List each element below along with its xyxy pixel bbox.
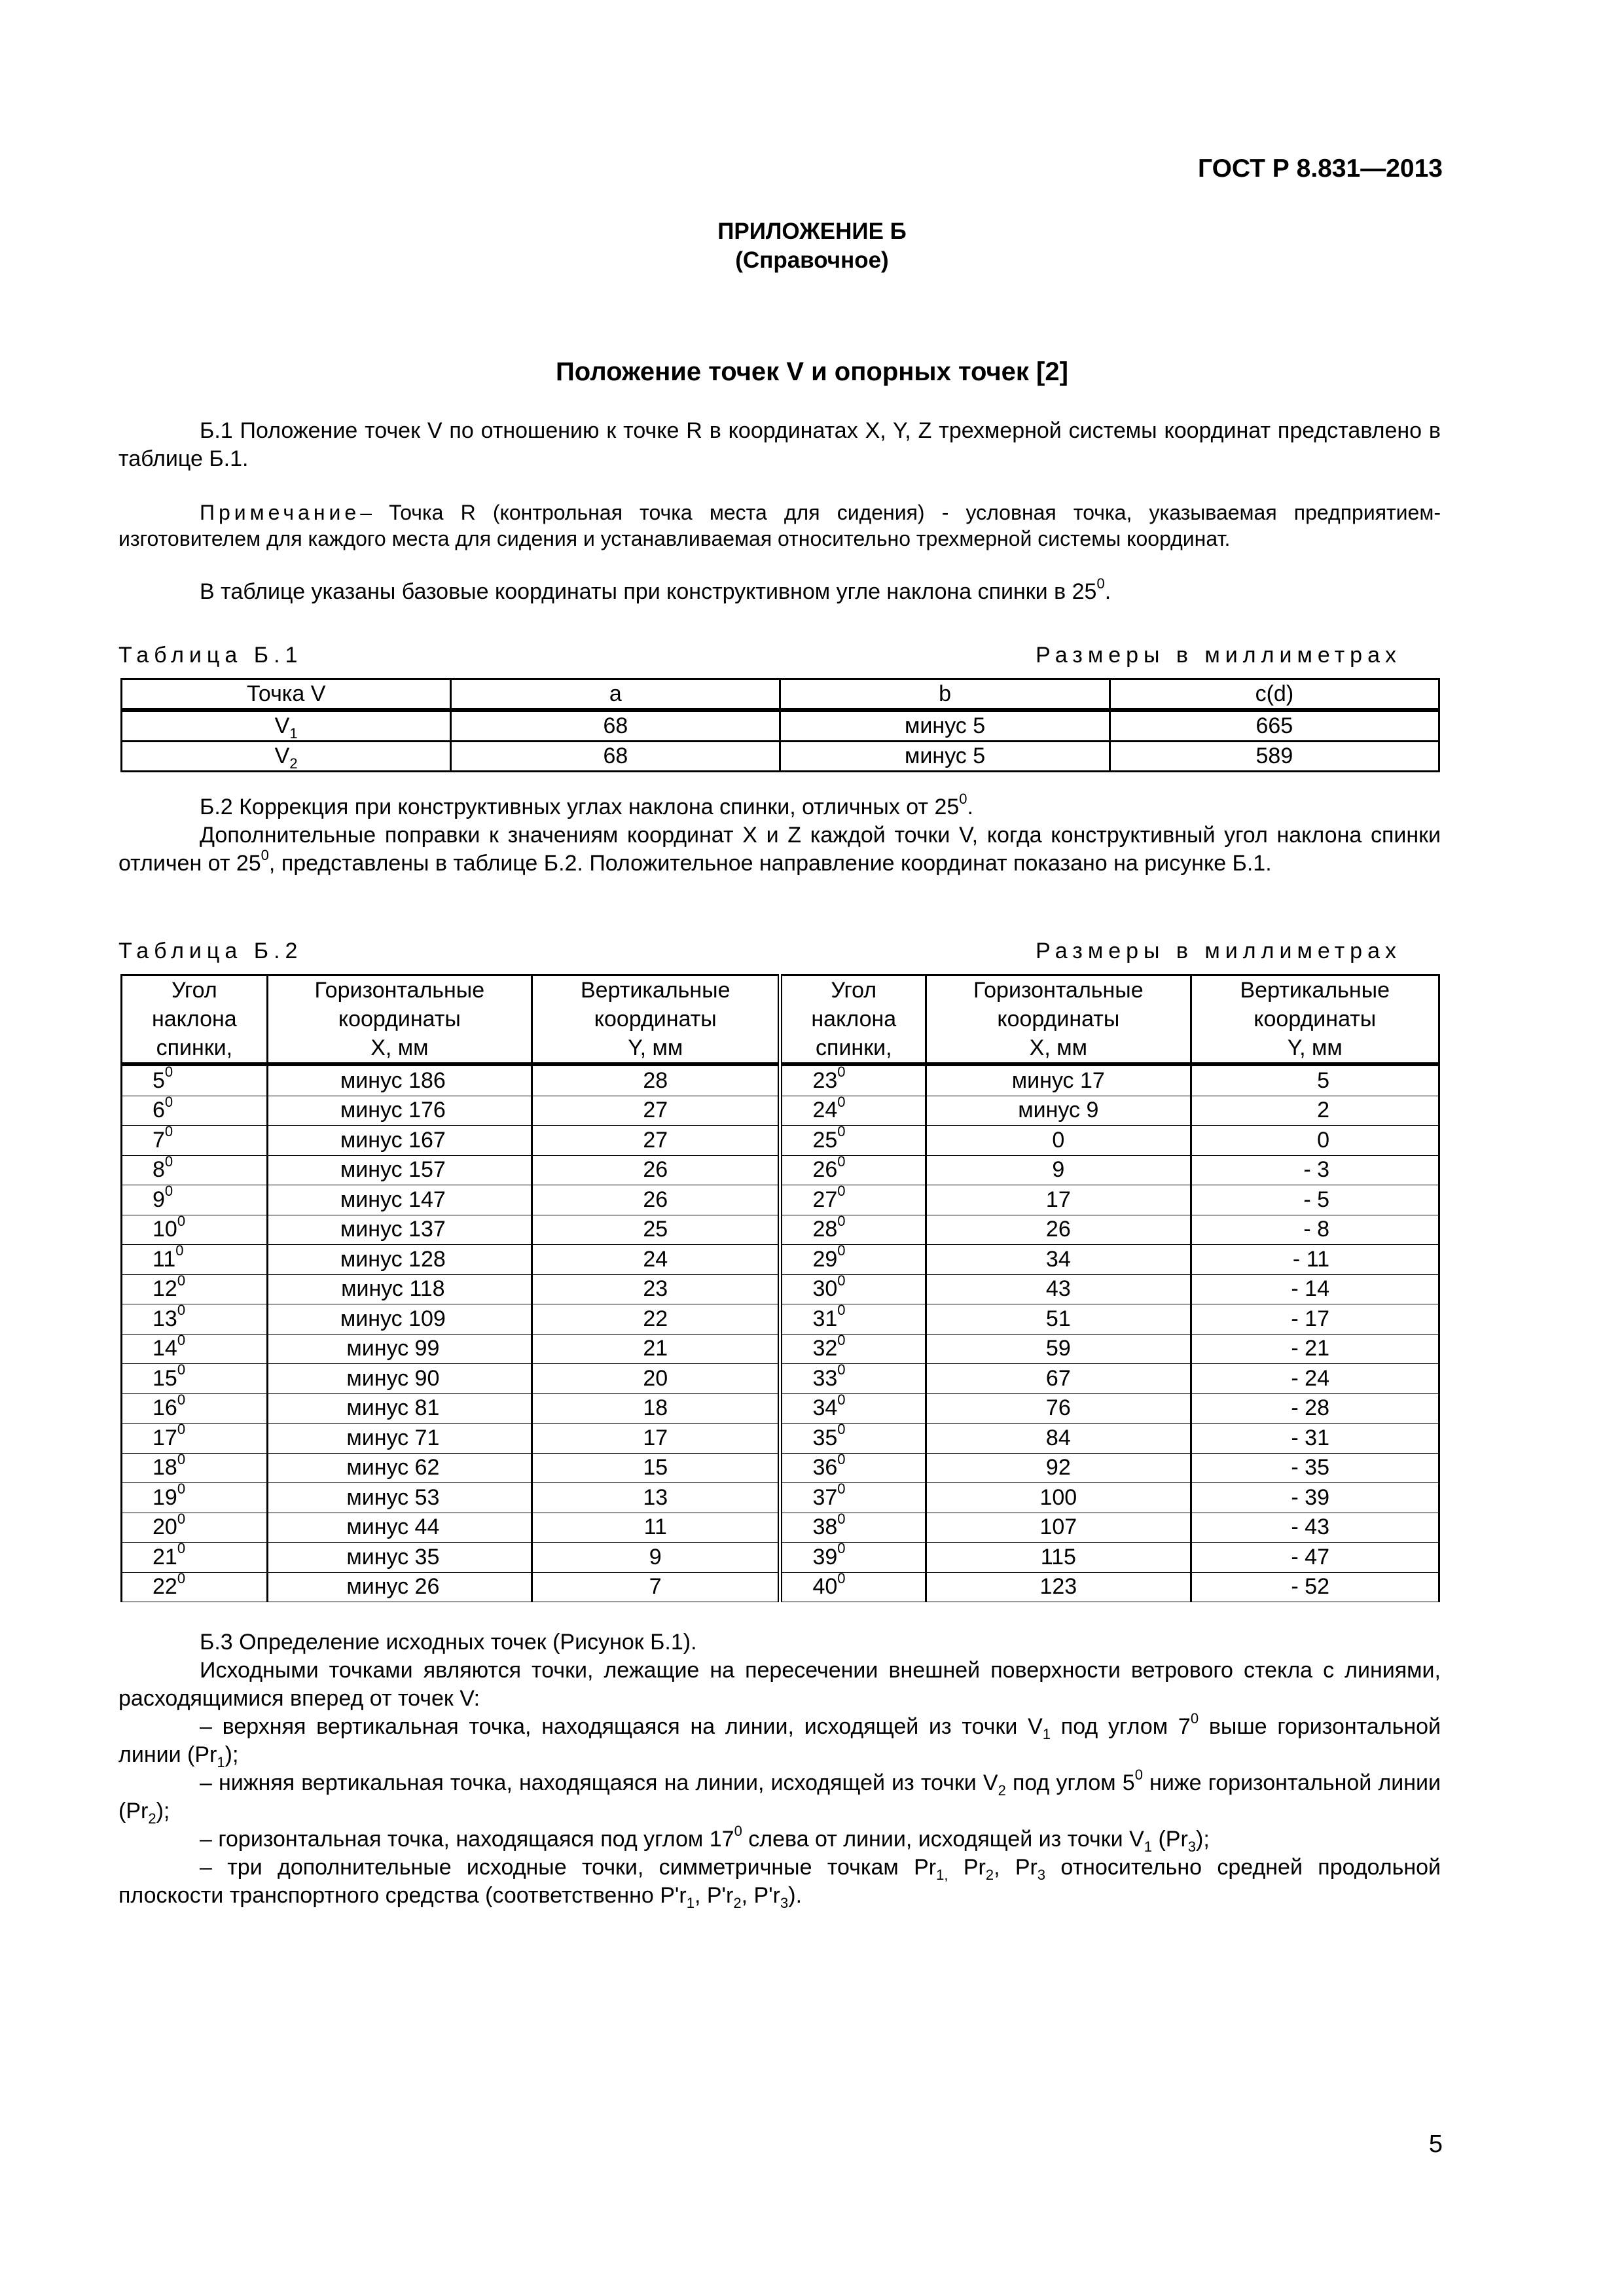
paragraph-b2-line2b: , представлены в таблице Б.2. Положительное направление координат показано на рисунке Б.1. <box>268 851 1272 876</box>
table2-cell: - 17 <box>1191 1304 1439 1335</box>
table2-cell: 2 <box>1191 1096 1439 1126</box>
table2-cell: 5 <box>1191 1064 1439 1096</box>
table1-cell: минус 5 <box>780 742 1110 772</box>
table-row <box>122 1304 1439 1335</box>
table2-cell: $40^0$ <box>780 1572 926 1602</box>
table2-cell: $17^0$ <box>122 1424 268 1454</box>
table2-cell: 15 <box>532 1453 780 1483</box>
table-row <box>122 1334 1439 1364</box>
table2-cell: $27^0$ <box>780 1185 926 1215</box>
table2-cell: - 21 <box>1191 1334 1439 1364</box>
table1-caption-row <box>118 643 1401 668</box>
table1-header-row <box>122 679 1439 711</box>
table2-cell: $33^0$ <box>780 1364 926 1394</box>
table2-cell: 24 <box>532 1245 780 1275</box>
table2-units: Размеры в миллиметрах <box>1036 939 1401 963</box>
table2-cell: 11 <box>532 1513 780 1543</box>
table-row <box>122 1513 1439 1543</box>
table2-cell: 67 <box>926 1364 1191 1394</box>
table2-cell: минус 176 <box>267 1096 532 1126</box>
table2-cell: минус 186 <box>267 1064 532 1096</box>
table2-cell: 84 <box>926 1424 1191 1454</box>
table-row <box>122 1185 1439 1215</box>
table-row <box>122 1483 1439 1513</box>
table1-caption: Таблица Б.1 <box>118 643 303 668</box>
table2-cell: - 35 <box>1191 1453 1439 1483</box>
table2-cell: 21 <box>532 1334 780 1364</box>
table2-cell: 107 <box>926 1513 1191 1543</box>
table2-cell: 123 <box>926 1572 1191 1602</box>
table2-cell: $16^0$ <box>122 1393 268 1424</box>
table2-cell: 13 <box>532 1483 780 1513</box>
table2-cell: минус 62 <box>267 1453 532 1483</box>
table2-cell: $12^0$ <box>122 1274 268 1304</box>
table2-cell: 0 <box>1191 1126 1439 1156</box>
table2-cell: - 39 <box>1191 1483 1439 1513</box>
table2-cell: минус 9 <box>926 1096 1191 1126</box>
table2-cell: 27 <box>532 1096 780 1126</box>
degree-sup: 0 <box>261 846 269 863</box>
table2-cell: 9 <box>926 1155 1191 1185</box>
table2-cell: $21^0$ <box>122 1543 268 1573</box>
table1-cell: 68 <box>451 710 780 742</box>
table2-cell: $18^0$ <box>122 1453 268 1483</box>
table2-cell: $32^0$ <box>780 1334 926 1364</box>
list-item: – три дополнительные исходные точки, симметричные точкам $Pr_{1,}$ $Pr_2$, $Pr_3$ относительно средней продольной плоскости транспортного средства (соответственно $P'r_1$, $P'r_2$, $P'r_3$). <box>118 1855 1441 1911</box>
table1-cell: 589 <box>1110 742 1439 772</box>
header-y: Вертикальные координаты Y, мм <box>532 975 780 1065</box>
table2-cell: - 11 <box>1191 1245 1439 1275</box>
appendix-title: ПРИЛОЖЕНИЕ Б <box>717 219 907 244</box>
header-angle: Угол наклона спинки, <box>122 975 268 1065</box>
table1-header-cell: b <box>780 679 1110 711</box>
table1-units: Размеры в миллиметрах <box>1036 643 1401 668</box>
table-row <box>122 1215 1439 1245</box>
table2-cell: - 31 <box>1191 1424 1439 1454</box>
page-number: 5 <box>1428 2130 1443 2158</box>
degree-sup: 0 <box>1096 575 1105 592</box>
table2-cell: $35^0$ <box>780 1424 926 1454</box>
degree-sup: 0 <box>959 790 967 807</box>
list-item: – верхняя вертикальная точка, находящаяся на линии, исходящей из точки $V_1$ под углом $7^0$ выше горизонтальной линии $(Pr_1)$; <box>118 1710 1441 1770</box>
table2-cell: минус 157 <box>267 1155 532 1185</box>
table-row <box>122 1393 1439 1424</box>
table2-cell: - 43 <box>1191 1513 1439 1543</box>
table2-cell: $20^0$ <box>122 1513 268 1543</box>
section-title: Положение точек V и опорных точек [2] <box>556 357 1068 386</box>
table2-cell: минус 147 <box>267 1185 532 1215</box>
table1-cell: 665 <box>1110 710 1439 742</box>
table2-cell: $39^0$ <box>780 1543 926 1573</box>
header-y: Вертикальные координаты Y, мм <box>1191 975 1439 1065</box>
header-angle: Угол наклона спинки, <box>780 975 926 1065</box>
base-coords-text: В таблице указаны базовые координаты при конструктивном угле наклона спинки в 25 <box>200 579 1097 604</box>
table2-cell: 34 <box>926 1245 1191 1275</box>
table2-cell: $11^0$ <box>122 1245 268 1275</box>
table2-cell: минус 26 <box>267 1572 532 1602</box>
table2-cell: минус 44 <box>267 1513 532 1543</box>
appendix-heading <box>0 217 1624 275</box>
table2-cell: - 3 <box>1191 1155 1439 1185</box>
table-row <box>122 1424 1439 1454</box>
table2-cell: 27 <box>532 1126 780 1156</box>
table2-cell: - 28 <box>1191 1393 1439 1424</box>
table2-cell: 9 <box>532 1543 780 1573</box>
table2-cell: 26 <box>532 1185 780 1215</box>
table1-cell: $V_1$ <box>122 710 451 742</box>
table1-header-cell: Точка V <box>122 679 451 711</box>
table2-cell: $29^0$ <box>780 1245 926 1275</box>
table-row <box>122 1155 1439 1185</box>
table2-caption-row <box>118 939 1401 964</box>
table2-cell: $38^0$ <box>780 1513 926 1543</box>
table2-cell: 59 <box>926 1334 1191 1364</box>
table2-cell: 26 <box>926 1215 1191 1245</box>
note-label: Примечание <box>200 501 361 524</box>
table2-cell: $8^0$ <box>122 1155 268 1185</box>
table1-cell: $V_2$ <box>122 742 451 772</box>
table2-cell: 26 <box>532 1155 780 1185</box>
base-coords-paragraph <box>118 575 1441 606</box>
table2-cell: $22^0$ <box>122 1572 268 1602</box>
table1-cell: минус 5 <box>780 710 1110 742</box>
table-row <box>122 1274 1439 1304</box>
table2-cell: 25 <box>532 1215 780 1245</box>
table-row <box>122 1126 1439 1156</box>
table-b1 <box>120 678 1440 772</box>
table2-cell: $23^0$ <box>780 1064 926 1096</box>
table2-cell: 0 <box>926 1126 1191 1156</box>
table2-cell: 76 <box>926 1393 1191 1424</box>
table2-cell: 20 <box>532 1364 780 1394</box>
paragraph-b2-line1: Б.2 Коррекция при конструктивных углах наклона спинки, отличных от 25 <box>200 795 960 819</box>
table1-header-cell: c(d) <box>1110 679 1439 711</box>
table2-cell: 18 <box>532 1393 780 1424</box>
paragraph-b2 <box>118 790 1441 878</box>
table-row <box>122 742 1439 772</box>
table-row <box>122 1245 1439 1275</box>
appendix-subtitle: (Справочное) <box>735 247 889 273</box>
table2-cell: минус 109 <box>267 1304 532 1335</box>
table1-header-cell: a <box>451 679 780 711</box>
table2-cell: минус 99 <box>267 1334 532 1364</box>
table2-cell: $15^0$ <box>122 1364 268 1394</box>
table2-cell: минус 17 <box>926 1064 1191 1096</box>
table2-cell: $31^0$ <box>780 1304 926 1335</box>
table2-cell: 100 <box>926 1483 1191 1513</box>
header-x: Горизонтальные координаты X, мм <box>267 975 532 1065</box>
table2-cell: 17 <box>532 1424 780 1454</box>
table2-cell: 17 <box>926 1185 1191 1215</box>
table2-cell: $9^0$ <box>122 1185 268 1215</box>
table2-cell: минус 53 <box>267 1483 532 1513</box>
table-row <box>122 1543 1439 1573</box>
table2-cell: минус 167 <box>267 1126 532 1156</box>
table2-cell: $13^0$ <box>122 1304 268 1335</box>
table2-cell: минус 137 <box>267 1215 532 1245</box>
table2-cell: - 14 <box>1191 1274 1439 1304</box>
base-coords-end: . <box>1104 579 1111 604</box>
table2-cell: 43 <box>926 1274 1191 1304</box>
list-item: – нижняя вертикальная точка, находящаяся на линии, исходящей из точки $V_2$ под углом $5^0$ ниже горизонтальной линии $(Pr_2)$; <box>118 1766 1441 1827</box>
table2-cell: - 24 <box>1191 1364 1439 1394</box>
table2-cell: минус 81 <box>267 1393 532 1424</box>
table2-cell: 115 <box>926 1543 1191 1573</box>
table2-cell: 22 <box>532 1304 780 1335</box>
table2-cell: $34^0$ <box>780 1393 926 1424</box>
table-row <box>122 710 1439 742</box>
table2-cell: - 47 <box>1191 1543 1439 1573</box>
table-b2 <box>120 974 1440 1602</box>
table-row <box>122 1453 1439 1483</box>
table-row <box>122 1096 1439 1126</box>
table2-cell: $30^0$ <box>780 1274 926 1304</box>
table2-cell: $26^0$ <box>780 1155 926 1185</box>
table2-cell: $10^0$ <box>122 1215 268 1245</box>
table2-cell: $37^0$ <box>780 1483 926 1513</box>
table2-cell: минус 128 <box>267 1245 532 1275</box>
standard-code: ГОСТ Р 8.831—2013 <box>1198 154 1443 183</box>
table2-cell: $5^0$ <box>122 1064 268 1096</box>
paragraph-b3-intro: Исходными точками являются точки, лежащие на пересечении внешней поверхности ветрового стекла с линиями, расходящимися вперед от точек V: <box>118 1658 1441 1711</box>
table2-cell: 92 <box>926 1453 1191 1483</box>
table2-cell: $36^0$ <box>780 1453 926 1483</box>
table2-cell: - 52 <box>1191 1572 1439 1602</box>
paragraph-b3 <box>118 1628 1441 1910</box>
table2-cell: 23 <box>532 1274 780 1304</box>
table2-cell: 28 <box>532 1064 780 1096</box>
table2-cell: $14^0$ <box>122 1334 268 1364</box>
note-block <box>118 499 1441 552</box>
table-row <box>122 1064 1439 1096</box>
paragraph-b2-line2a: Дополнительные поправки к значениям координат X и Z каждой точки V, когда конструктивный угол наклона спинки отличен от 25 <box>118 823 1441 876</box>
table2-caption: Таблица Б.2 <box>118 939 303 963</box>
table2-cell: - 5 <box>1191 1185 1439 1215</box>
table2-cell: $25^0$ <box>780 1126 926 1156</box>
table2-cell: - 8 <box>1191 1215 1439 1245</box>
table2-header-row <box>122 975 1439 1065</box>
paragraph-b1 <box>118 417 1441 473</box>
table2-cell: минус 71 <box>267 1424 532 1454</box>
paragraph-b3-title: Б.3 Определение исходных точек (Рисунок Б.1). <box>200 1630 697 1655</box>
table2-cell: $24^0$ <box>780 1096 926 1126</box>
table2-cell: $6^0$ <box>122 1096 268 1126</box>
table-row <box>122 1364 1439 1394</box>
table2-cell: 7 <box>532 1572 780 1602</box>
table2-cell: минус 35 <box>267 1543 532 1573</box>
table2-cell: минус 118 <box>267 1274 532 1304</box>
table1-cell: 68 <box>451 742 780 772</box>
table2-cell: $19^0$ <box>122 1483 268 1513</box>
header-x: Горизонтальные координаты X, мм <box>926 975 1191 1065</box>
note-text: – Точка R (контрольная точка места для сидения) - условная точка, указываемая предприятием-изготовителем для каждого места для сидения и устанавливаемая относительно трехмерной системы координат. <box>118 501 1441 550</box>
paragraph-b2-line1-end: . <box>967 795 973 819</box>
table2-cell: минус 90 <box>267 1364 532 1394</box>
table2-cell: $28^0$ <box>780 1215 926 1245</box>
list-item: – горизонтальная точка, находящаяся под углом $17^0$ слева от линии, исходящей из точки $V_1$ $(Pr_3)$; <box>200 1822 1210 1855</box>
paragraph-b1-text: Б.1 Положение точек V по отношению к точке R в координатах X, Y, Z трехмерной системы координат представлено в таблице Б.1. <box>118 418 1441 471</box>
table2-cell: $7^0$ <box>122 1126 268 1156</box>
table2-cell: 51 <box>926 1304 1191 1335</box>
table-row <box>122 1572 1439 1602</box>
